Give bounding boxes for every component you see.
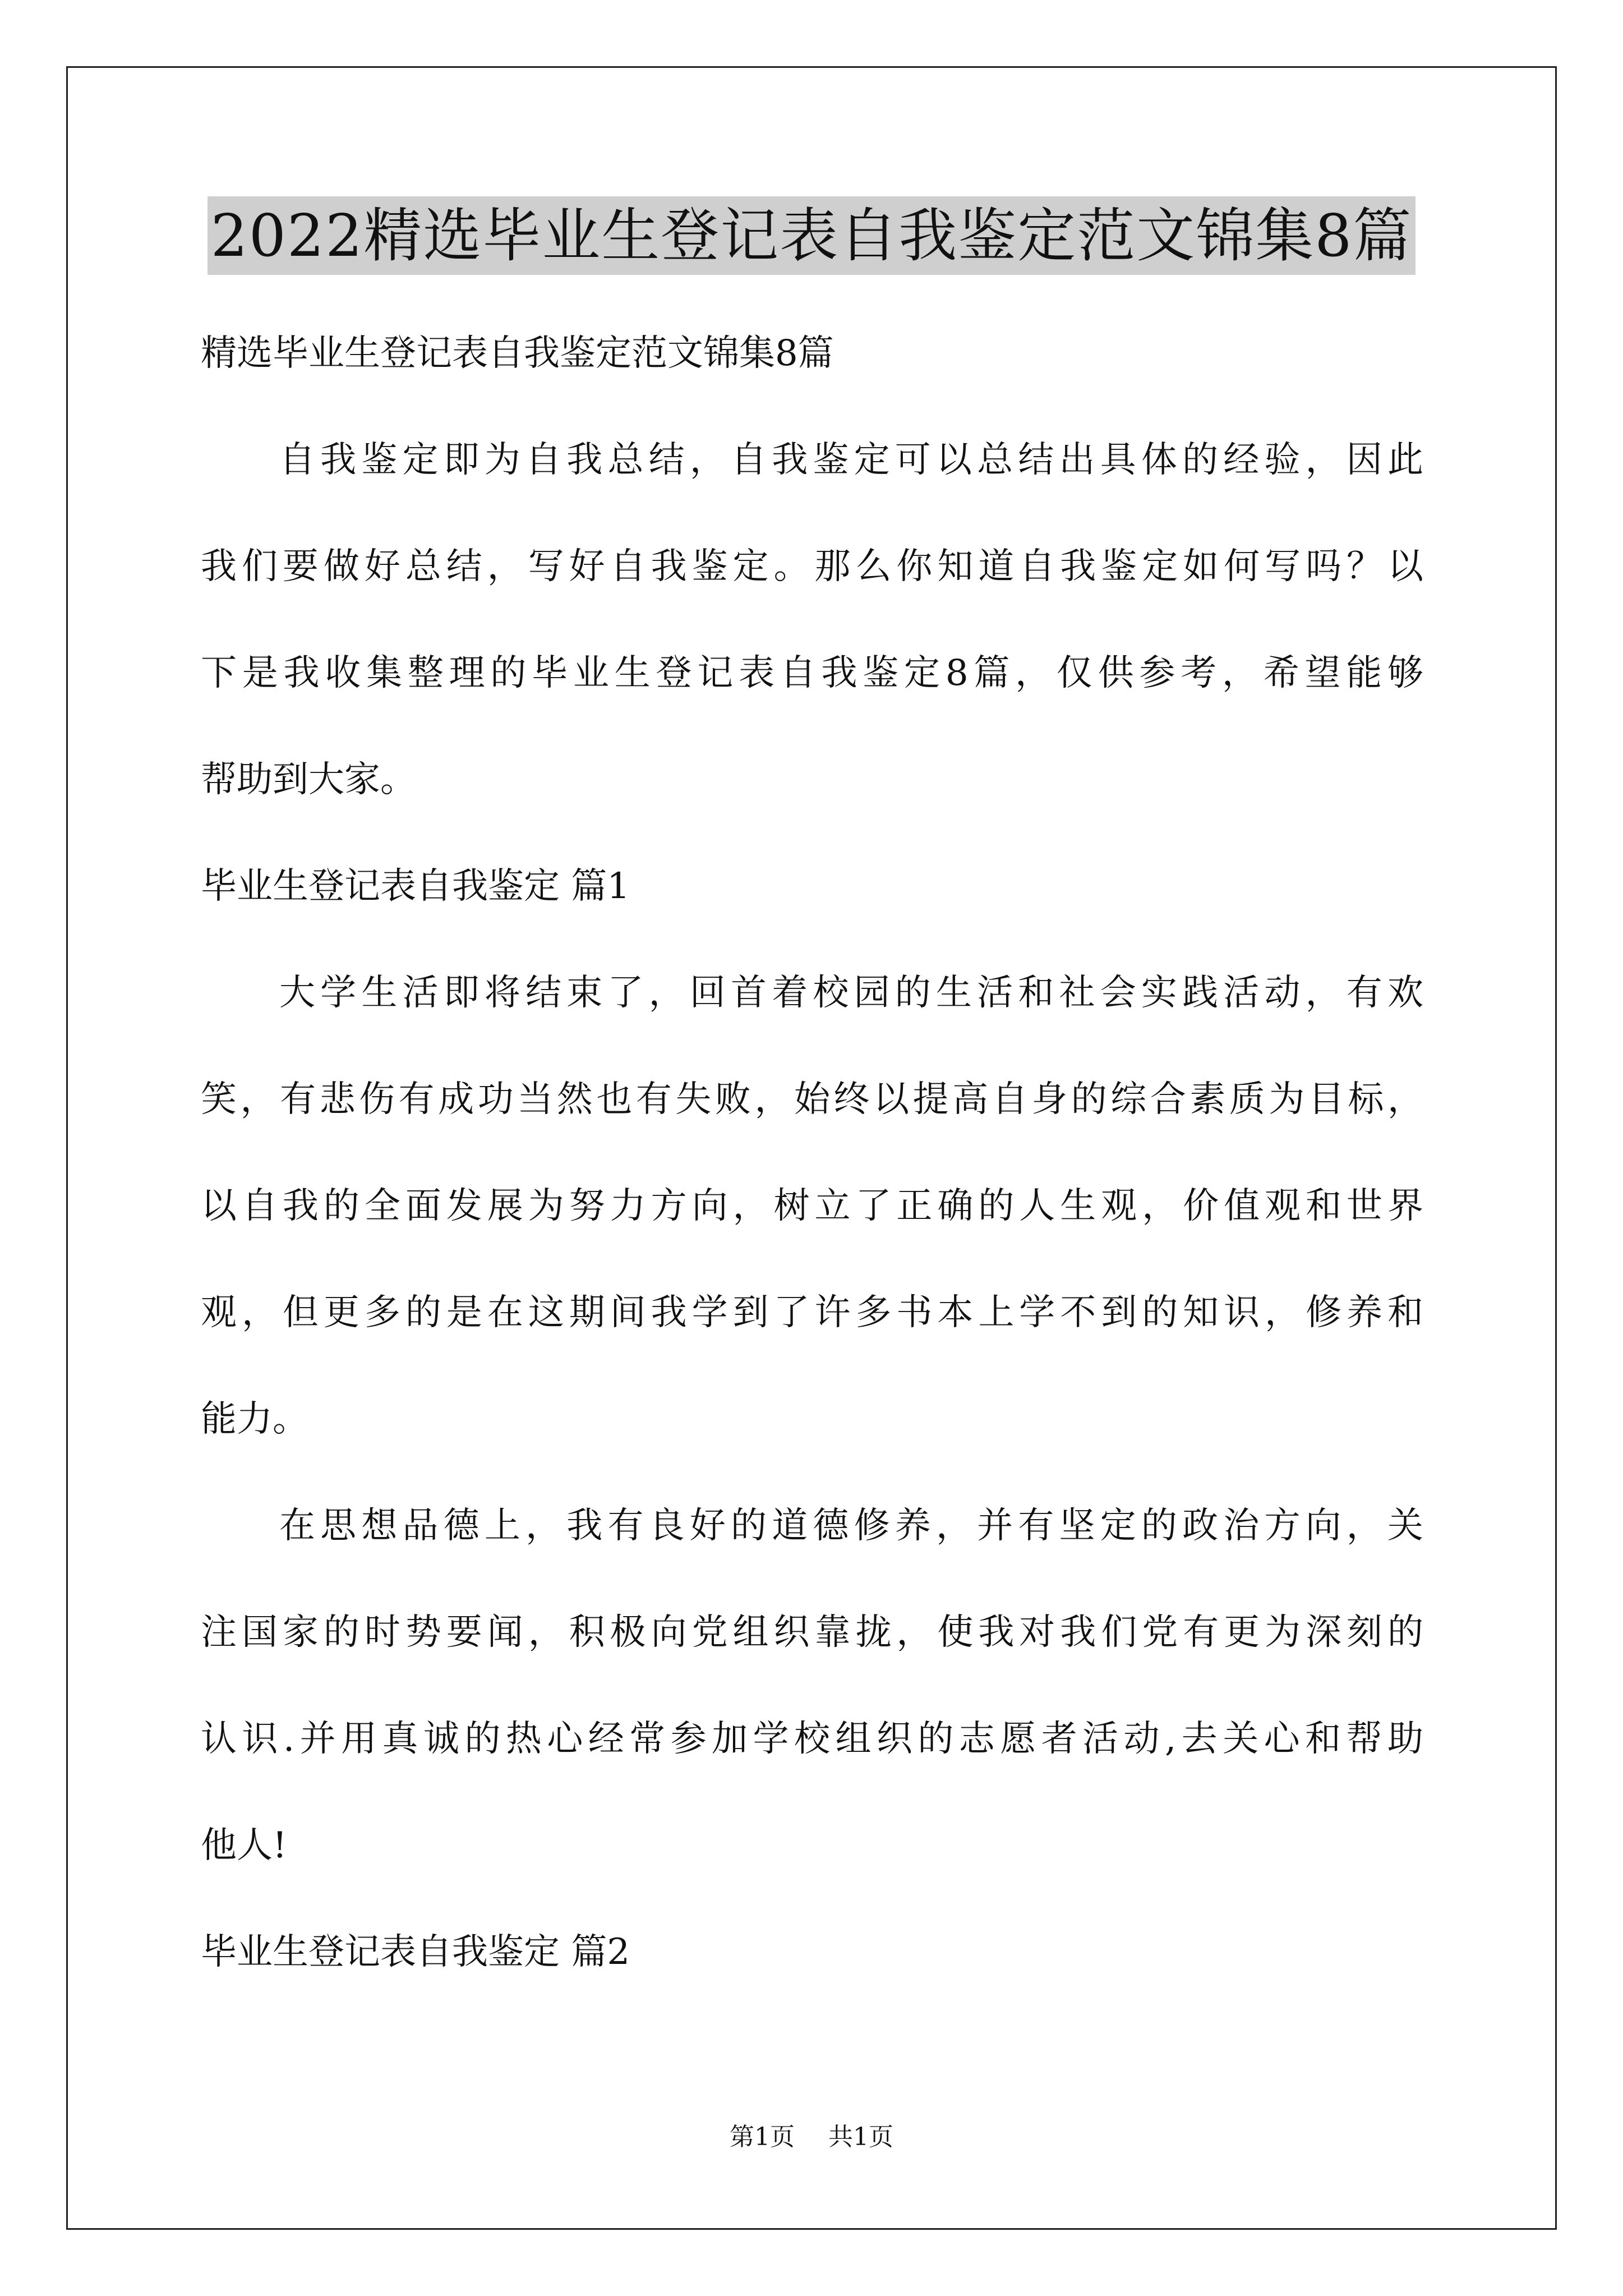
section1-para2-line-4: 他人! [201,1825,287,1866]
intro-line-2: 我们要做好总结，写好自我鉴定。那么你知道自我鉴定如何写吗？以 [201,546,1423,587]
section1-para1-line-1: 大学生活即将结束了，回首着校园的生活和社会实践活动，有欢 [279,972,1423,1014]
section1-para1-line-5: 能力。 [201,1398,308,1440]
intro-line-3: 下是我收集整理的毕业生登记表自我鉴定8篇，仅供参考，希望能够 [201,652,1423,694]
page-number-current: 第1页 [730,2123,795,2151]
page-number-total: 共1页 [828,2123,893,2151]
page-footer [0,2120,1623,2154]
section1-para1-line-3: 以自我的全面发展为努力方向，树立了正确的人生观，价值观和世界 [201,1185,1423,1227]
section1-para1-line-4: 观，但更多的是在这期间我学到了许多书本上学不到的知识，修养和 [201,1292,1423,1333]
section-heading-2: 毕业生登记表自我鉴定 篇2 [201,1931,630,1973]
intro-line-1: 自我鉴定即为自我总结，自我鉴定可以总结出具体的经验，因此 [279,439,1423,481]
document-subtitle: 精选毕业生登记表自我鉴定范文锦集8篇 [201,333,834,374]
section1-para2-line-3: 认识.并用真诚的热心经常参加学校组织的志愿者活动,去关心和帮助 [201,1718,1423,1760]
document-body [201,314,1423,2019]
section-heading-1: 毕业生登记表自我鉴定 篇1 [201,866,630,907]
section1-para2-line-1: 在思想品德上，我有良好的道德修养，并有坚定的政治方向，关 [279,1505,1423,1547]
document-title: 2022精选毕业生登记表自我鉴定范文锦集8篇 [208,196,1416,275]
section1-para1-line-2: 笑，有悲伤有成功当然也有失败，始终以提高自身的综合素质为目标， [201,1079,1423,1120]
section1-para2-line-2: 注国家的时势要闻，积极向党组织靠拢，使我对我们党有更为深刻的 [201,1612,1423,1653]
title-container [0,196,1623,275]
intro-line-4: 帮助到大家。 [201,759,416,800]
